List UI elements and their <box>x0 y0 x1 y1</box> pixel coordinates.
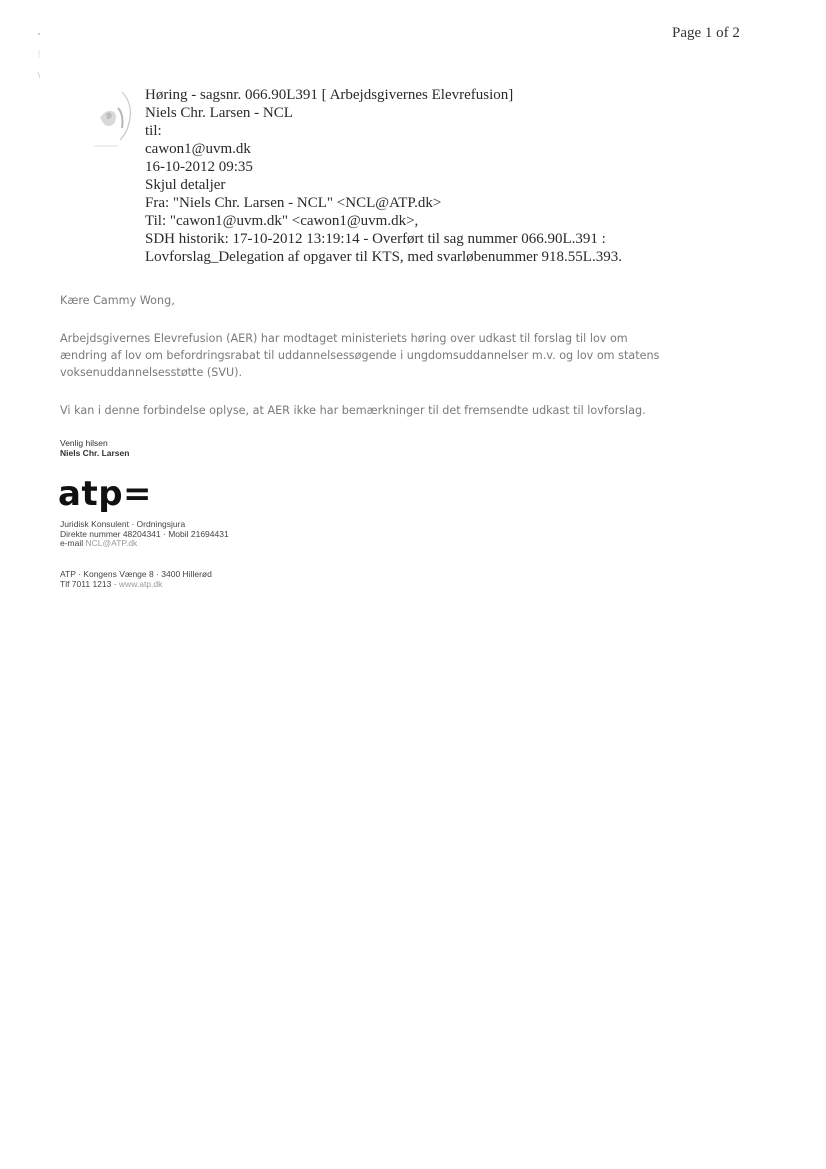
salutation: Kære Cammy Wong, <box>60 294 175 307</box>
phone-numbers: Direkte nummer 48204341 · Mobil 21694431 <box>60 528 229 539</box>
hide-details-link[interactable]: Skjul detaljer <box>145 177 226 193</box>
sdh-history-line-2: Lovforslag_Delegation af opgaver til KTS, med svarløbenummer 918.55L.393. <box>145 249 622 265</box>
email-subject: Høring - sagsnr. 066.90L391 [ Arbejdsgivernes Elevrefusion] <box>145 87 514 103</box>
website-link[interactable]: www.atp.dk <box>118 578 163 589</box>
paragraph-line: voksenuddannelsesstøtte (SVU). <box>60 366 243 379</box>
email-recipient[interactable]: cawon1@uvm.dk <box>145 141 251 157</box>
phone-website-line <box>60 580 212 590</box>
paragraph-line: Arbejdsgivernes Elevrefusion (AER) har modtaget ministeriets høring over udkast til forslag til lov om <box>60 332 628 345</box>
page-number: Page 1 of 2 <box>672 25 740 41</box>
address-block <box>60 570 212 589</box>
sender-avatar-icon <box>92 88 140 148</box>
to-line: Til: "cawon1@uvm.dk" <cawon1@uvm.dk>, <box>145 213 419 229</box>
contact-block <box>60 520 229 549</box>
atp-logo: atp= <box>58 474 153 514</box>
email-line <box>60 539 229 549</box>
paragraph-line: ændring af lov om befordringsrabat til uddannelsessøgende i ungdomsuddannelser m.v. og lov om statens <box>60 349 660 362</box>
body-paragraph-2: Vi kan i denne forbindelse oplyse, at AER ikke har bemærkninger til det fremsendte udkast til lovforslag. <box>60 404 646 417</box>
margin-marks <box>36 30 44 80</box>
email-sender: Niels Chr. Larsen - NCL <box>145 105 293 121</box>
signature-block <box>60 438 129 458</box>
closing: Venlig hilsen <box>60 438 108 448</box>
email-label: e-mail <box>60 538 84 548</box>
sdh-history-line: SDH historik: 17-10-2012 13:19:14 - Overført til sag nummer 066.90L.391 : <box>145 231 606 247</box>
from-line: Fra: "Niels Chr. Larsen - NCL" <NCL@ATP.dk> <box>145 195 442 211</box>
body-paragraph-1 <box>60 330 760 381</box>
email-header <box>145 86 622 266</box>
signature-name: Niels Chr. Larsen <box>60 448 130 458</box>
email-link[interactable]: NCL@ATP.dk <box>85 538 138 548</box>
office-phone: Tlf 7011 1213 · <box>60 578 117 589</box>
to-label: til: <box>145 123 162 139</box>
email-datetime: 16-10-2012 09:35 <box>145 159 253 175</box>
job-title: Juridisk Konsulent · Ordningsjura <box>60 519 186 529</box>
address-line: ATP · Kongens Vænge 8 · 3400 Hillerød <box>60 569 212 579</box>
